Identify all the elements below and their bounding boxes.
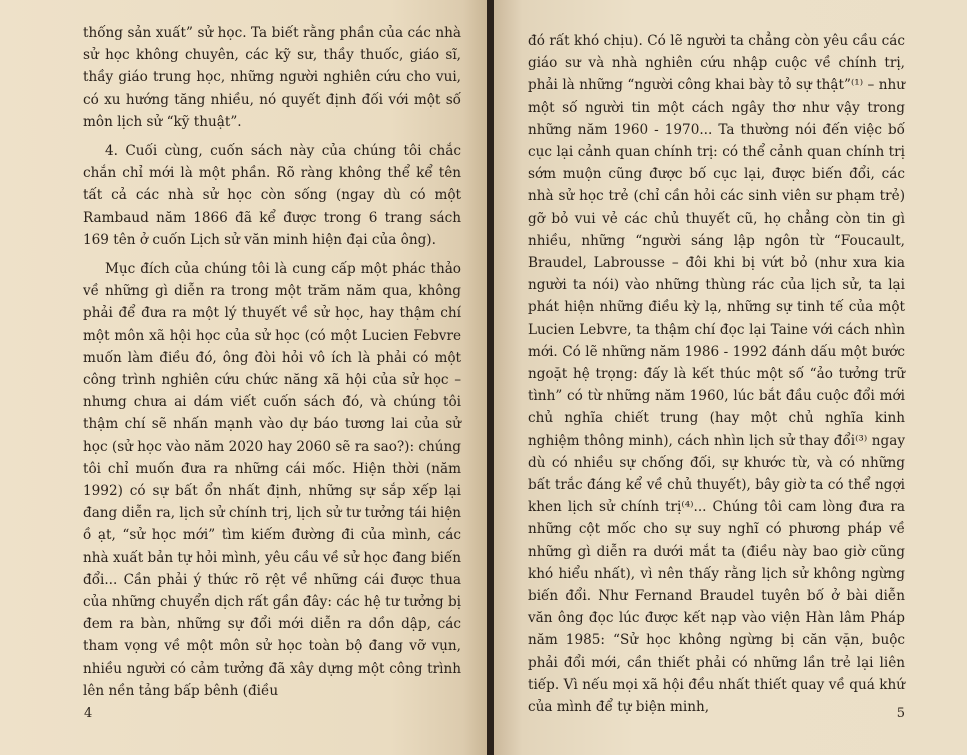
left-paragraph-2: 4. Cuối cùng, cuốn sách này của chúng tôi chắc chắn chỉ mới là một phần. Rõ ràng không thể kể tên tất cả các nhà sử học còn sống (ngay dù có một Rambaud năm 1866 đã kể được trong 6 trang sách 169 tên ở cuốn Lịch sử văn minh hiện đại của ông). [83,143,461,248]
right-paragraph-1: đó rất khó chịu). Có lẽ người ta chẳng còn yêu cầu các giáo sư và nhà nghiên cứu nhập cuộc về chính trị, phải là những “người công khai bày tỏ sự thật”⁽¹⁾ – như một số người tin một cách ngây thơ như vậy trong những năm 1960 - 1970... Ta thường nói đến việc bố cục lại cảnh quan chính trị: có thể cảnh quan chính trị sớm muộn cũng được bố cục lại, được biến đổi, các nhà sử học trẻ (chỉ cần hỏi các sinh viên sư phạm trẻ) gỡ bỏ vui vẻ các chủ thuyết cũ, họ chẳng còn tin gì nhiều, những “người sáng lập ngôn từ “Foucault, Braudel, Labrousse – đôi khi bị vứt bỏ (như xưa kia người ta nói) vào những thùng rác của lịch sử, ta lại phát hiện những điều kỳ lạ, những sự tinh tế của một Lucien Lebvre, ta thậm chí đọc lại Taine với cách nhìn mới. Có lẽ những năm 1986 - 1992 đánh dấu một bước ngoặt hệ trọng: đấy là kết thúc một số “ảo tưởng trữ tình” có từ những năm 1960, lúc bắt đầu cuộc đổi mới chủ nghĩa chiết trung (hay một chủ nghĩa kinh nghiệm thông minh), cách nhìn lịch sử thay đổi⁽³⁾ ngay dù có nhiều sự chống đối, sự khước từ, và có những bất trắc đáng kể về chủ thuyết), bây giờ ta có thể ngợi khen lịch sử chính trị⁽⁴⁾... Chúng tôi cam lòng đưa ra những cột mốc cho sự suy nghĩ có phương pháp về những gì diễn ra dưới mắt ta (điều này bao giờ cũng khó hiểu nhất), vì nên thấy rằng lịch sử không ngừng biến đổi. Như Fernand Braudel tuyên bố ở bài diễn văn ông đọc lúc được kết nạp vào viện Hàn lâm Pháp năm 1985: “Sử học không ngừng bị căn vặn, buộc phải đổi mới, cần thiết phải có những lần trẻ lại liên tiếp. Vì nếu mọi xã hội đều nhất thiết quay về quá khứ của mình để tự biện minh, [528,33,905,716]
right-page [494,0,967,755]
left-page-number: 4 [84,706,93,721]
right-page-text [528,30,905,718]
left-paragraph-1: thống sản xuất” sử học. Ta biết rằng phần của các nhà sử học không chuyên, các kỹ sư, thầy thuốc, giáo sĩ, thầy giáo trung học, những người nghiên cứu cho vui, có xu hướng tăng nhiều, nó quyết định đối với một số môn lịch sử “kỹ thuật”. [83,25,461,130]
book-gutter [487,0,494,755]
left-paragraph-3: Mục đích của chúng tôi là cung cấp một phác thảo về những gì diễn ra trong một trăm năm qua, không phải để đưa ra một lý thuyết về sử học, hay thậm chí một môn xã hội học của sử học (có một Lucien Febvre muốn làm điều đó, ông đòi hỏi vô ích là phải có một công trình nghiên cứu chức năng xã hội của sử học – nhưng chưa ai dám viết cuốn sách đó, và chúng tôi thậm chí sẽ nhấn mạnh vào dự báo tương lai của sử học (sử học vào năm 2020 hay 2060 sẽ ra sao?): chúng tôi chỉ muốn đưa ra những cái mốc. Hiện thời (năm 1992) có sự bất ổn nhất định, những sự sắp xếp lại đang diễn ra, lịch sử chính trị, lịch sử tư tưởng tái hiện ồ ạt, “sử học mới” tìm kiếm đường đi của mình, các nhà xuất bản tự hỏi mình, yêu cầu về sử học đang biến đổi... Cần phải ý thức rõ rệt về những cái được thua của những chuyển dịch rất gần đây: các hệ tư tưởng bị đem ra bàn, những sự đổi mới diễn ra dồn dập, các tham vọng về một môn sử học toàn bộ đang vỡ vụn, nhiều người có cảm tưởng đã xây dựng một công trình lên nền tảng bấp bênh (điều [83,261,461,699]
left-page-text [83,22,461,702]
right-page-number: 5 [896,706,905,721]
